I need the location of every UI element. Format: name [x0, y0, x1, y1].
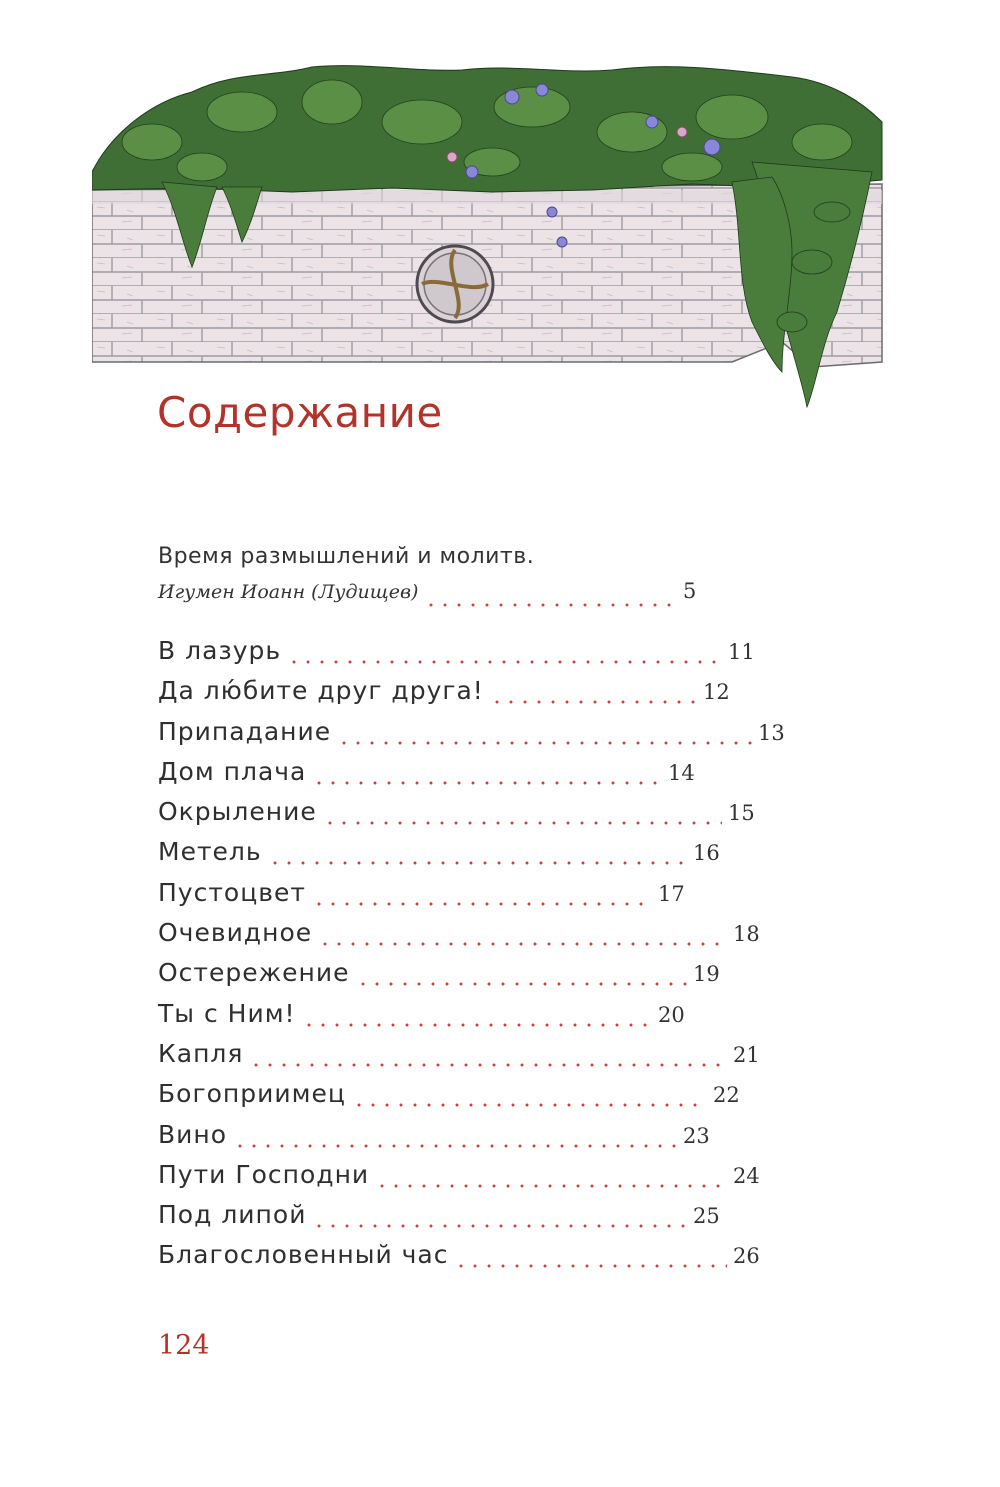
toc-entry-title: Благословенный час	[158, 1240, 449, 1270]
toc-entry	[158, 1034, 763, 1074]
toc-entry-page: 12	[703, 680, 730, 705]
dot-leader	[352, 1074, 707, 1114]
toc-entry-title: Дом плача	[158, 756, 307, 786]
page-number: 124	[158, 1330, 210, 1361]
dot-leader	[312, 752, 662, 792]
toc-entry	[158, 1155, 763, 1195]
dot-leader	[356, 953, 688, 993]
toc-entry-title: В лазурь	[158, 636, 282, 665]
toc-entry	[158, 994, 688, 1034]
toc-entry-page: 18	[733, 922, 760, 947]
toc-entry-page: 14	[668, 760, 695, 785]
toc-entry-title: Вино	[158, 1119, 228, 1149]
toc-entry-page: 21	[733, 1042, 760, 1067]
dot-leader	[490, 671, 697, 711]
toc-entry-title: Под липой	[158, 1200, 307, 1230]
toc-entry-page: 24	[733, 1163, 760, 1188]
page-title: Содержание	[157, 388, 443, 437]
toc-entry-title: Пустоцвет	[158, 877, 306, 907]
dot-leader	[249, 1034, 727, 1074]
toc-entry	[158, 913, 763, 953]
toc-entries	[158, 631, 785, 1276]
toc-entry	[158, 631, 758, 671]
dot-leader	[302, 994, 652, 1034]
toc-entry-page: 11	[728, 640, 755, 664]
toc-entry-title: Богоприимец	[158, 1079, 346, 1109]
toc-entry-page: 15	[728, 801, 755, 826]
dot-leader	[312, 873, 652, 913]
toc-entry-title: Очевидное	[158, 918, 313, 948]
toc-entry	[158, 832, 723, 872]
toc-entry-page: 13	[758, 720, 785, 745]
dot-leader	[233, 1115, 677, 1155]
toc-entry-page: 26	[733, 1244, 760, 1269]
toc-entry-page: 19	[693, 962, 720, 987]
toc-entry-page: 20	[658, 1002, 685, 1027]
round-window	[417, 246, 493, 322]
toc-entry-page: 23	[683, 1123, 710, 1148]
dot-leader	[424, 574, 677, 609]
toc-entry-title: Да лю́бите друг друга!	[158, 676, 484, 706]
dot-leader	[268, 832, 687, 872]
intro-title: Время размышлений и молитв.	[158, 544, 535, 569]
toc-entry	[158, 671, 733, 711]
toc-entry	[158, 792, 758, 832]
toc-entry-title: Ты с Ним!	[158, 998, 296, 1028]
toc-entry	[158, 1115, 713, 1155]
toc-entry-title: Окрыление	[158, 797, 317, 827]
intro-entry	[158, 574, 713, 609]
toc-entry-page: 17	[658, 881, 685, 906]
toc-entry-title: Припадание	[158, 716, 332, 746]
toc-entry-title: Капля	[158, 1038, 244, 1068]
toc-entry-title: Метель	[158, 837, 262, 867]
dot-leader	[318, 913, 727, 953]
toc-entry	[158, 712, 788, 752]
toc-entry-page: 22	[713, 1083, 740, 1108]
toc-entry	[158, 1195, 723, 1235]
toc-entry-title: Пути Господни	[158, 1159, 370, 1189]
dot-leader	[312, 1195, 687, 1235]
toc-entry	[158, 1074, 743, 1114]
intro-page-number: 5	[683, 579, 697, 603]
toc-entry	[158, 1235, 763, 1275]
wall-ivy-illustration	[92, 62, 892, 412]
toc-entry	[158, 953, 723, 993]
intro-author: Игумен Иоанн (Лудищев)	[158, 581, 419, 603]
toc-entry	[158, 752, 698, 792]
dot-leader	[337, 712, 752, 752]
toc-entry-title: Остережение	[158, 958, 350, 988]
dot-leader	[454, 1235, 727, 1275]
dot-leader	[323, 792, 722, 832]
table-of-contents	[158, 540, 785, 1276]
toc-entry	[158, 873, 688, 913]
toc-entry-page: 16	[693, 841, 720, 866]
dot-leader	[287, 631, 722, 671]
toc-entry-page: 25	[693, 1204, 720, 1229]
dot-leader	[375, 1155, 727, 1195]
